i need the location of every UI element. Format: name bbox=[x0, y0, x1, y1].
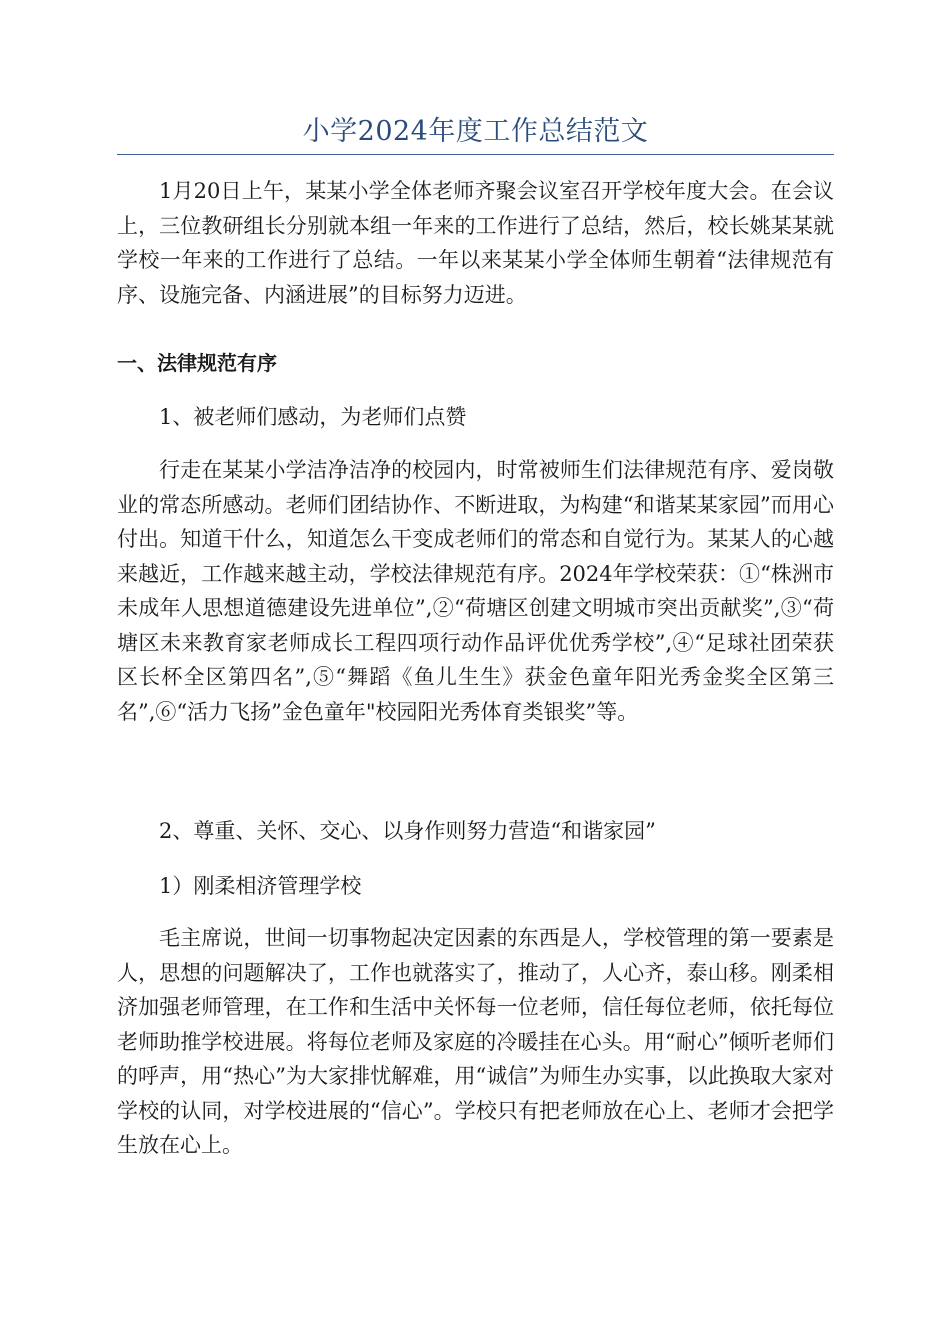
body-paragraph: 行走在某某小学洁净洁净的校园内，时常被师生们法律规范有序、爱岗敬业的常态所感动。老师们团结协作、不断进取，为构建“和谐某某家园”而用心付出。知道干什么，知道怎么干变成老师们的常态和自觉行为。某某人的心越来越近，工作越来越主动，学校法律规范有序。2024年学校荣获：①“株洲市未成年人思想道德建设先进单位”,②“荷塘区创建文明城市突出贡献奖”,③“荷塘区未来教育家老师成长工程四项行动作品评优优秀学校”,④“足球社团荣获区长杯全区第四名”,⑤“舞蹈《鱼儿生生》获金色童年阳光秀金奖全区第三名”,⑥“活力飞扬”金色童年"校园阳光秀体育类银奖”等。 bbox=[117, 458, 834, 724]
subsection-heading: 1、被老师们感动，为老师们点赞 bbox=[159, 405, 467, 429]
section-heading: 一、法律规范有序 bbox=[117, 351, 277, 375]
subsection-heading: 2、尊重、关怀、交心、以身作则努力营造“和谐家园” bbox=[159, 819, 656, 843]
title-underline bbox=[117, 154, 834, 155]
document-title: 小学2024年度工作总结范文 bbox=[302, 116, 649, 147]
sub-subsection-heading: 1）刚柔相济管理学校 bbox=[159, 874, 362, 898]
intro-paragraph: 1月20日上午，某某小学全体老师齐聚会议室召开学校年度大会。在会议上，三位教研组长分别就本组一年来的工作进行了总结，然后，校长姚某某就学校一年来的工作进行了总结。一年以来某某小学全体师生朝着“法律规范有序、设施完备、内涵进展”的目标努力迈进。 bbox=[117, 179, 834, 307]
body-paragraph: 毛主席说，世间一切事物起决定因素的东西是人，学校管理的第一要素是人，思想的问题解决了，工作也就落实了，推动了，人心齐，泰山移。刚柔相济加强老师管理，在工作和生活中关怀每一位老师，信任每位老师，依托每位老师助推学校进展。将每位老师及家庭的冷暖挂在心头。用“耐心”倾听老师们的呼声，用“热心”为大家排忧解难，用“诚信”为师生办实事，以此换取大家对学校的认同，对学校进展的“信心”。学校只有把老师放在心上、老师才会把学生放在心上。 bbox=[117, 926, 834, 1157]
